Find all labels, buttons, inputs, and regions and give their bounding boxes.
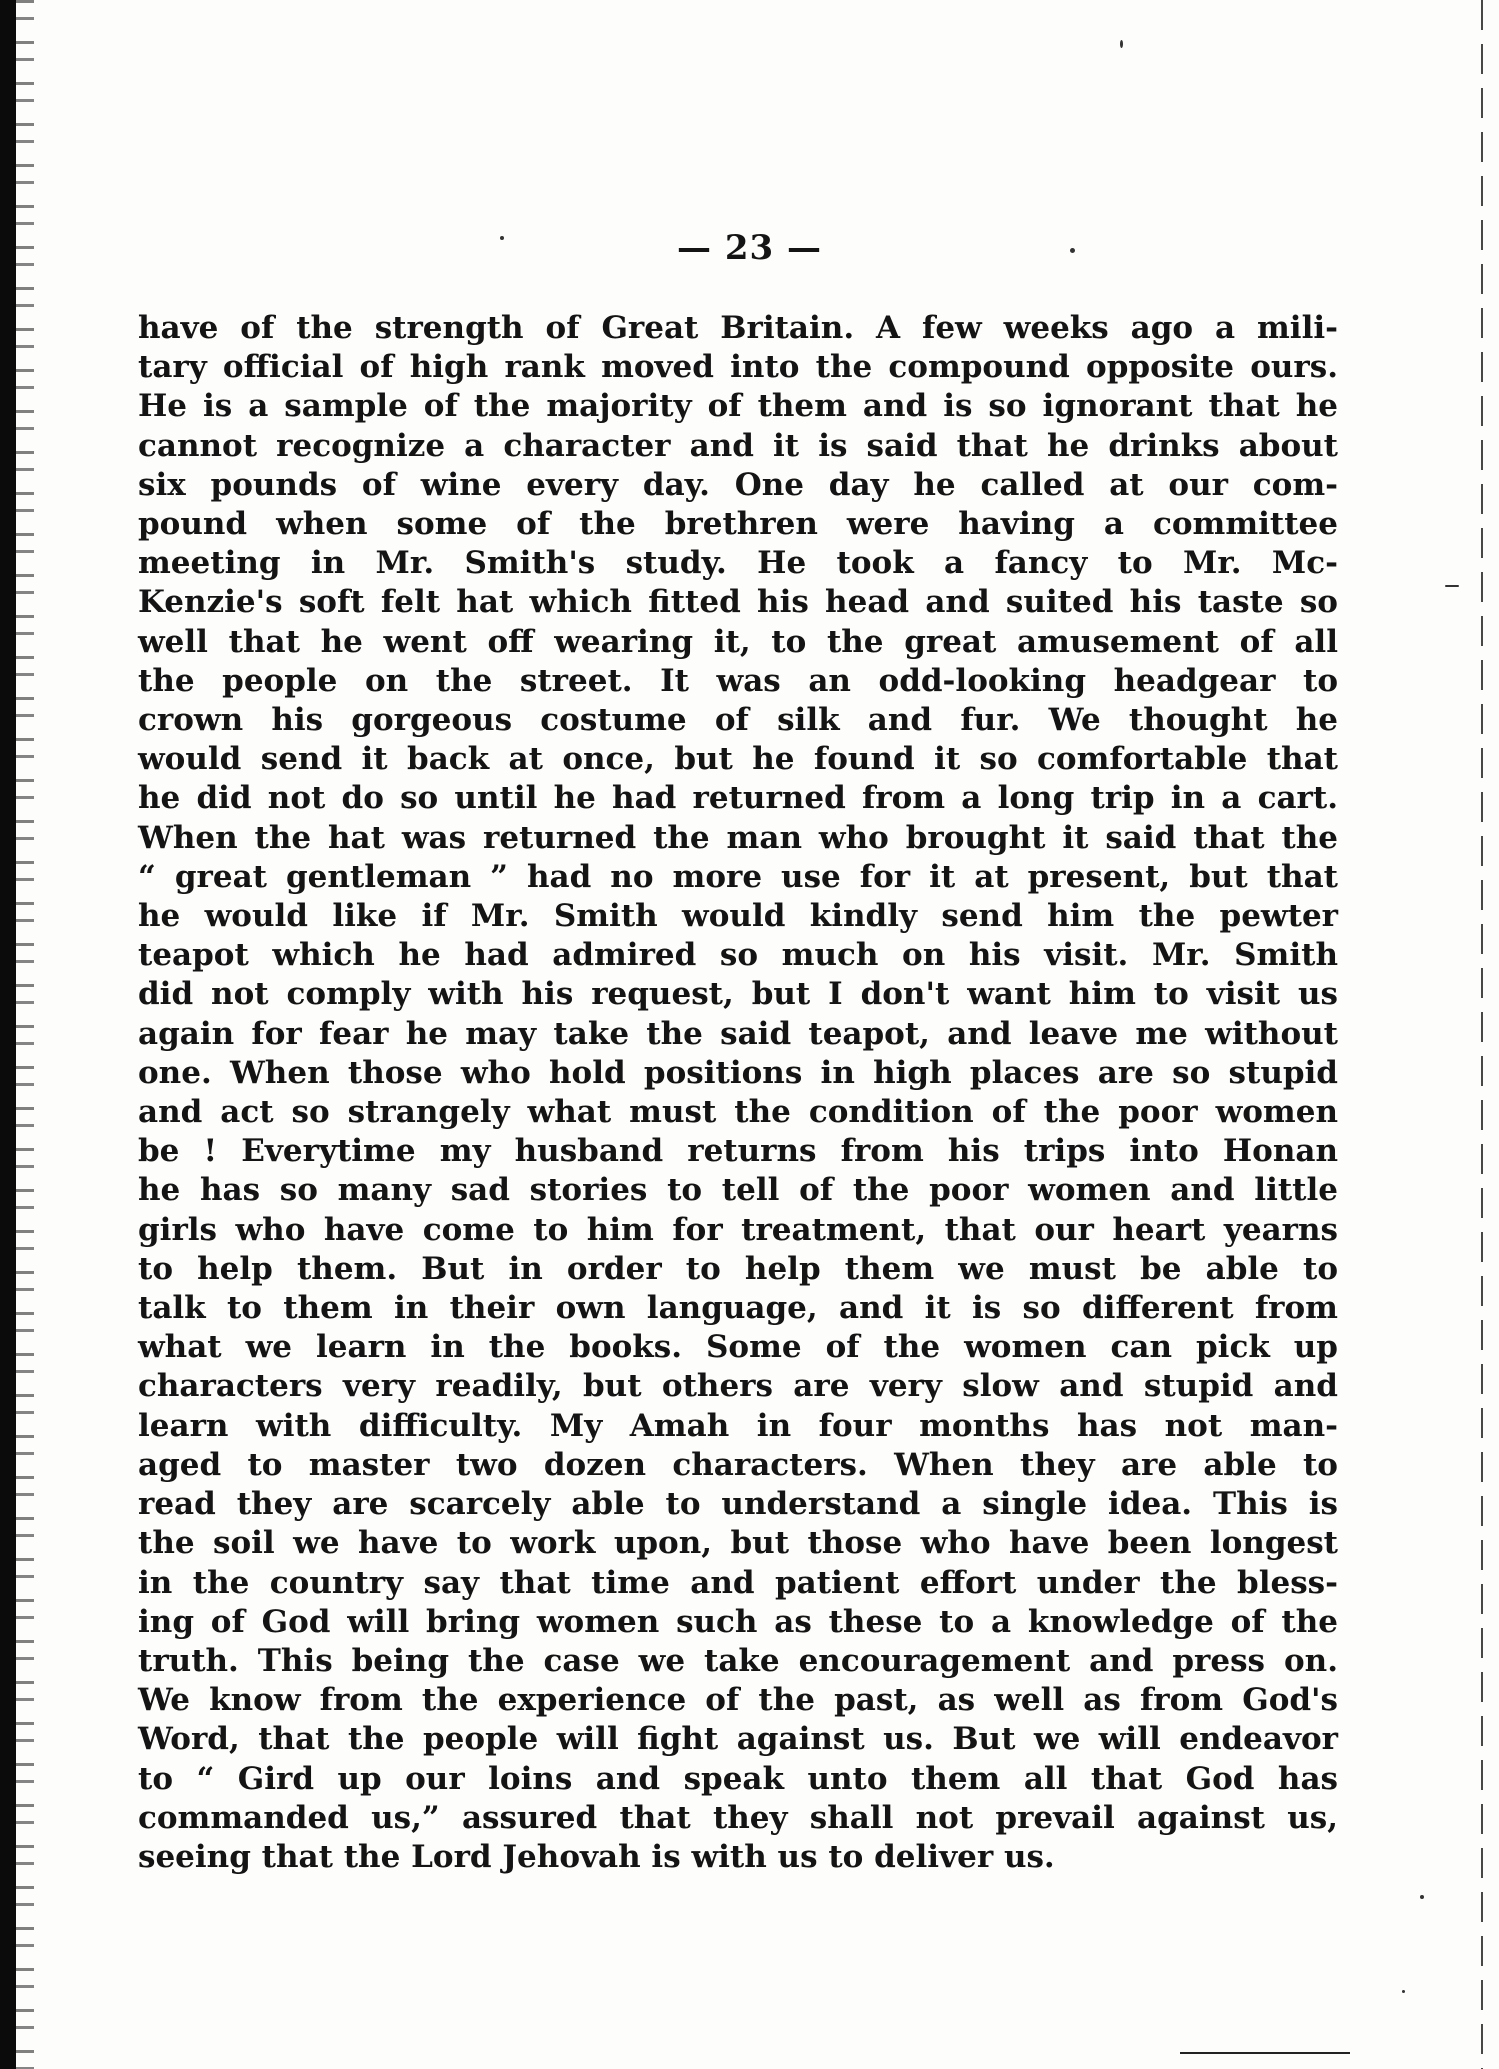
text-line: teapot which he had admired so much on his visit. Mr. Smith [138,937,1338,974]
text-line: seeing that the Lord Jehovah is with us to deliver us. [138,1838,1055,1875]
text-line: the soil we have to work upon, but those who have been longest [138,1525,1338,1562]
text-line: We know from the experience of the past, as well as from God's [138,1682,1338,1719]
text-line: in the country say that time and patient effort under the bless- [138,1564,1338,1601]
text-line: read they are scarcely able to understand a single idea. This is [138,1486,1338,1523]
text-line: girls who have come to him for treatment, that our heart yearns [138,1211,1338,1248]
text-line: the people on the street. It was an odd-looking headgear to [138,662,1338,699]
text-line: be ! Everytime my husband returns from his trips into Honan [138,1133,1338,1170]
text-line: what we learn in the books. Some of the women can pick up [138,1329,1338,1366]
scan-speck [500,236,504,240]
text-line: truth. This being the case we take encouragement and press on. [138,1642,1338,1679]
binding-shadow [0,0,16,2069]
text-line: Kenzie's soft felt hat which fitted his head and suited his taste so [138,584,1338,621]
text-line: he did not do so until he had returned from a long trip in a cart. [138,780,1338,817]
text-line: one. When those who hold positions in high places are so stupid [138,1054,1338,1091]
footer-rule [1180,2052,1350,2054]
text-line: he has so many sad stories to tell of the poor women and little [138,1172,1338,1209]
page-right-edge [1481,0,1483,2069]
text-line: again for fear he may take the said teapot, and leave me without [138,1015,1338,1052]
scan-speck [1402,1990,1405,1993]
text-line: aged to master two dozen characters. When they are able to [138,1446,1338,1483]
scan-speck [1445,585,1459,587]
text-line: to “ Gird up our loins and speak unto them all that God has [138,1760,1338,1797]
text-line: meeting in Mr. Smith's study. He took a fancy to Mr. Mc- [138,545,1338,582]
text-line: cannot recognize a character and it is said that he drinks about [138,427,1338,464]
text-line: have of the strength of Great Britain. A few weeks ago a mili- [138,310,1338,346]
text-line: He is a sample of the majority of them and is so ignorant that he [138,388,1338,425]
text-line: characters very readily, but others are very slow and stupid and [138,1368,1338,1405]
text-line: did not comply with his request, but I don't want him to visit us [138,976,1338,1013]
text-line: talk to them in their own language, and it is so different from [138,1290,1338,1327]
text-line: Word, that the people will fight against us. But we will endeavor [138,1721,1338,1758]
text-line: learn with difficulty. My Amah in four months has not man- [138,1407,1338,1444]
text-line: and act so strangely what must the condition of the poor women [138,1094,1338,1131]
page-number: — 23 — [677,228,822,268]
scan-speck [1070,248,1075,253]
text-line: commanded us,” assured that they shall not prevail against us, [138,1799,1338,1836]
text-line: tary official of high rank moved into the compound opposite ours. [138,349,1338,386]
text-line: to help them. But in order to help them we must be able to [138,1250,1338,1287]
scan-speck [1120,40,1123,48]
text-line: six pounds of wine every day. One day he called at our com- [138,466,1338,503]
text-line: pound when some of the brethren were having a committee [138,506,1338,543]
text-line: When the hat was returned the man who brought it said that the [138,819,1338,856]
text-line: ing of God will bring women such as these to a knowledge of the [138,1603,1338,1640]
body-text [138,309,1338,1877]
text-line: would send it back at once, but he found it so comfortable that [138,741,1338,778]
text-line: he would like if Mr. Smith would kindly send him the pewter [138,898,1338,935]
scan-speck [1420,1895,1424,1899]
text-line: well that he went off wearing it, to the great amusement of all [138,623,1338,660]
text-line: crown his gorgeous costume of silk and fur. We thought he [138,702,1338,739]
text-line: “ great gentleman ” had no more use for it at present, but that [138,858,1338,895]
binding-edge [16,0,34,2069]
